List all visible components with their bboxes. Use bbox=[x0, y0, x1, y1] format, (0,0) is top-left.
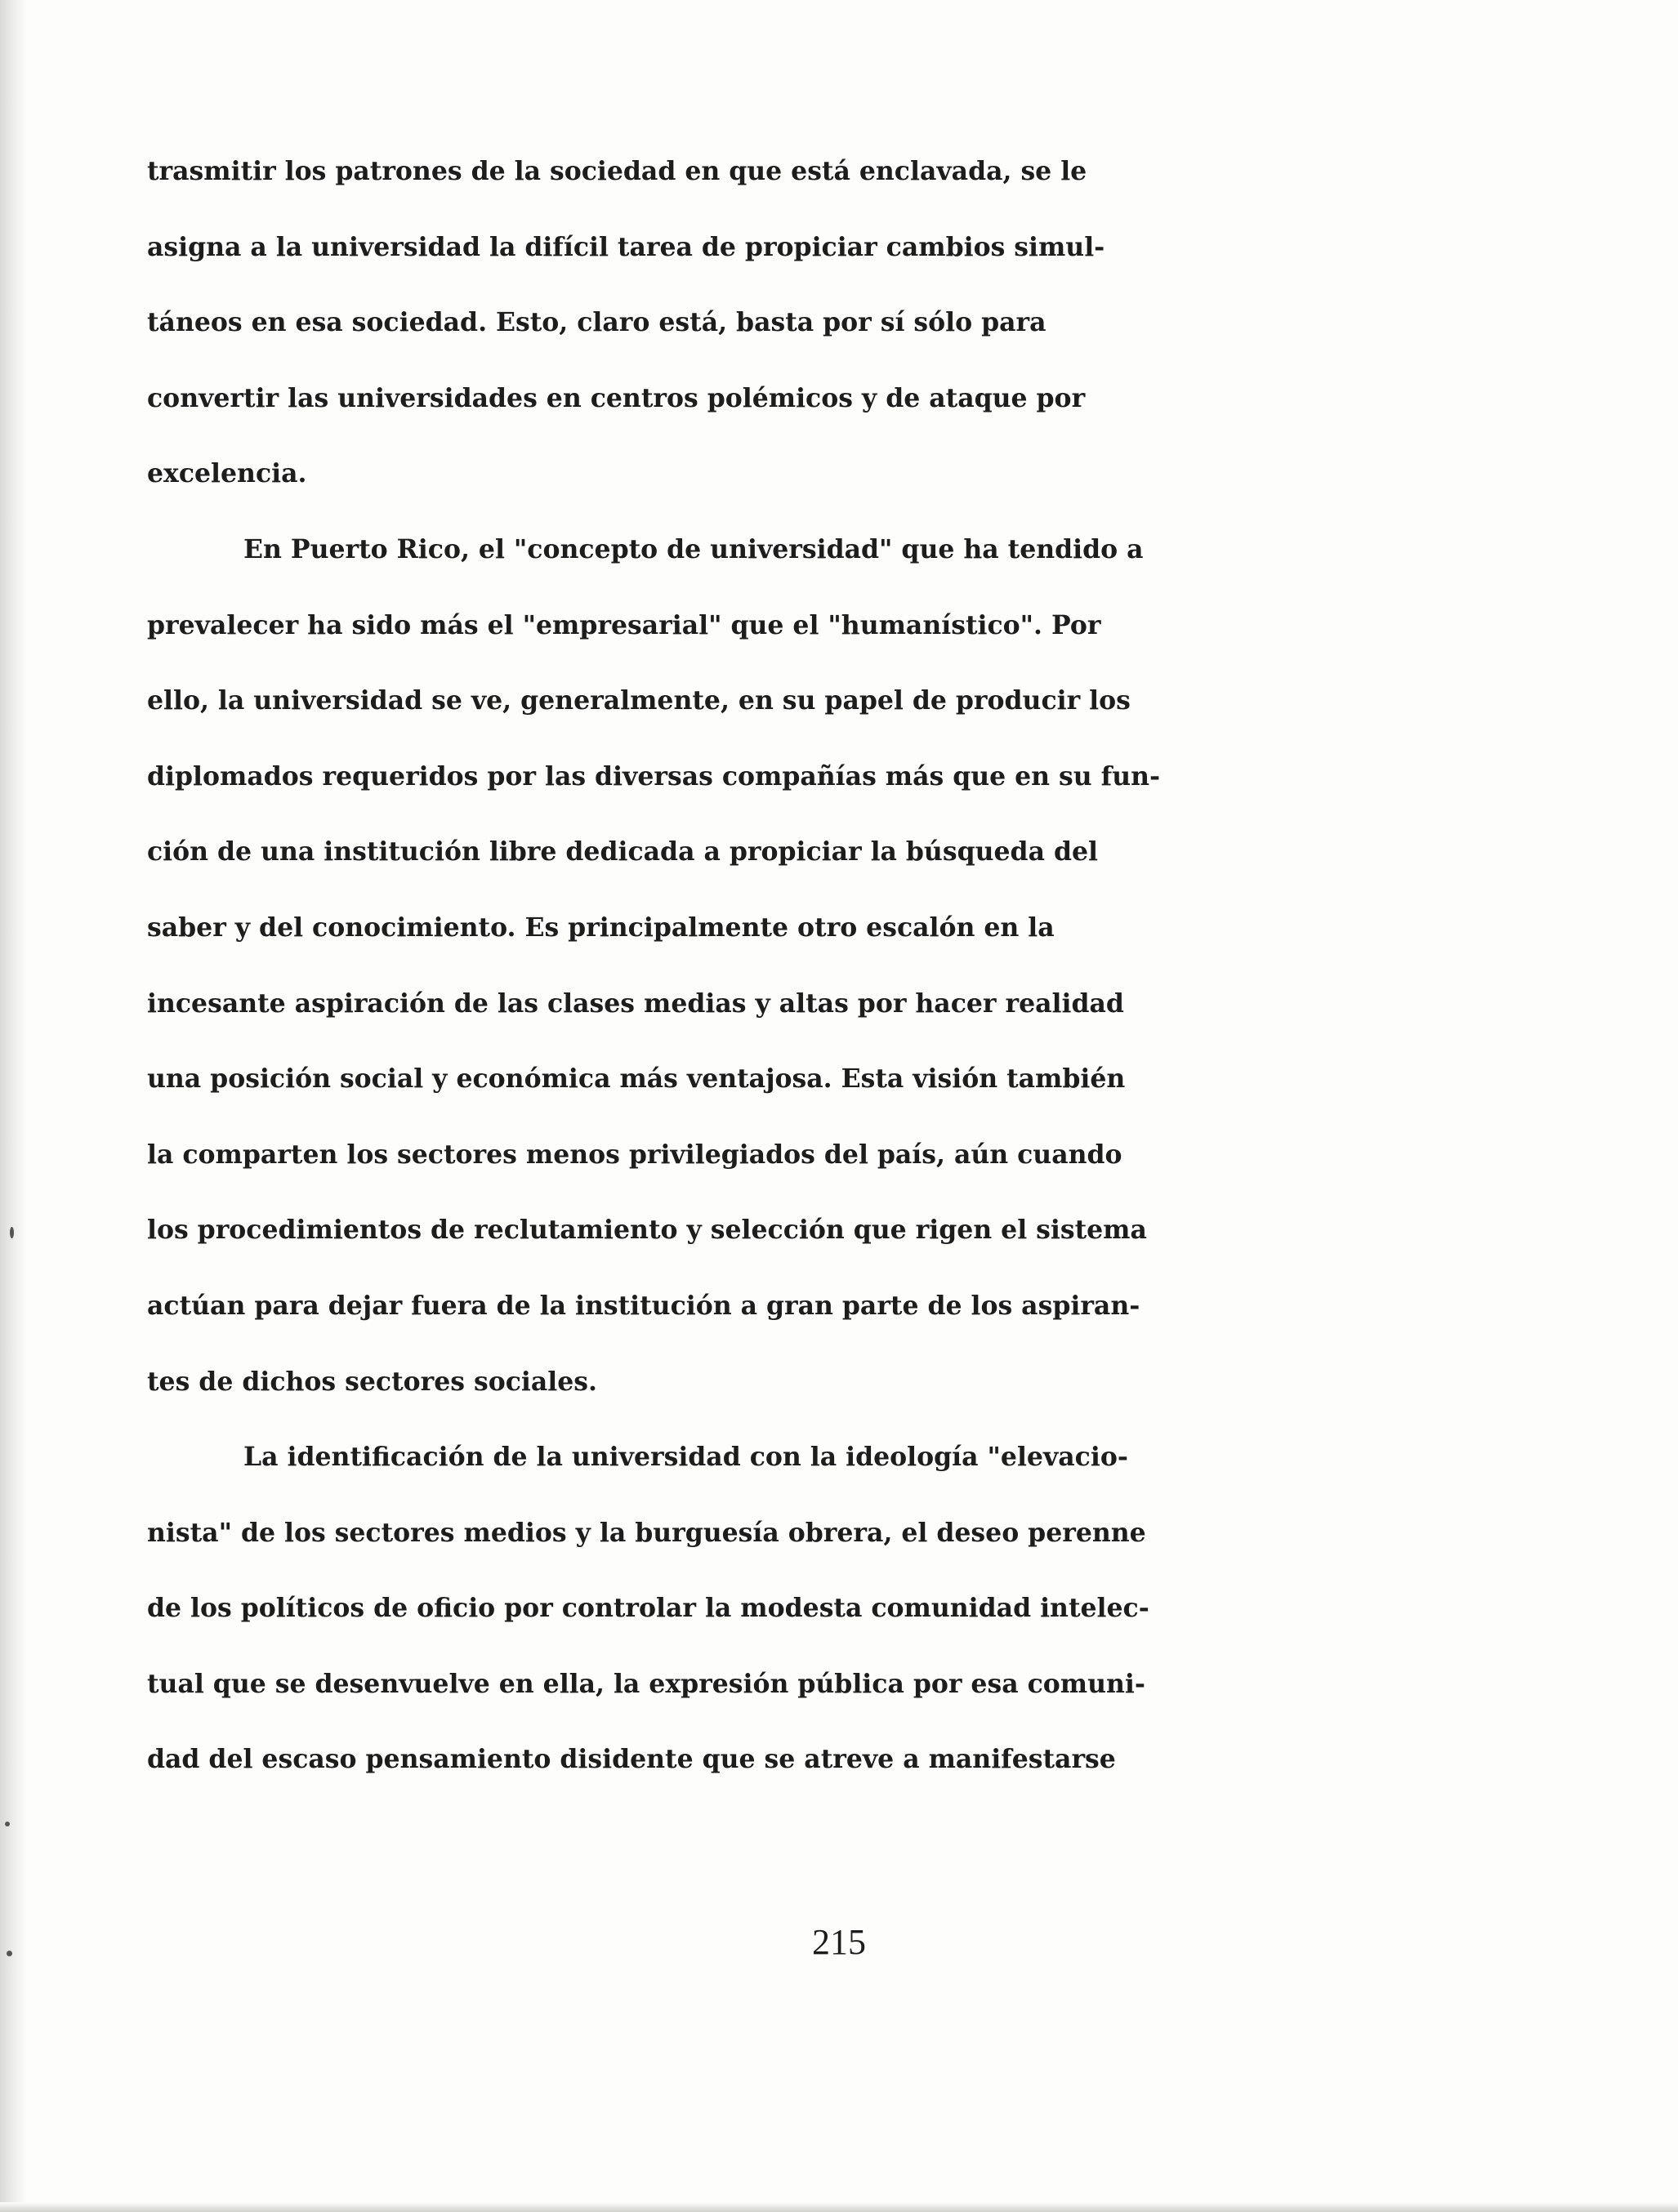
scan-speck bbox=[10, 1227, 14, 1238]
text-line: La identificación de la universidad con la ideología "elevacio- bbox=[243, 1442, 1128, 1473]
text-line: ello, la universidad se ve, generalmente, en su papel de producir los bbox=[147, 685, 1131, 716]
text-line: ción de una institución libre dedicada a propiciar la búsqueda del bbox=[147, 836, 1098, 867]
text-line: tual que se desenvuelve en ella, la expresión pública por esa comuni- bbox=[147, 1668, 1145, 1699]
text-line: trasmitir los patrones de la sociedad en que está enclavada, se le bbox=[147, 156, 1087, 186]
text-line: dad del escaso pensamiento disidente que se atreve a manifestarse bbox=[147, 1744, 1116, 1775]
text-line: los procedimientos de reclutamiento y selección que rigen el sistema bbox=[147, 1215, 1147, 1246]
text-line: excelencia. bbox=[147, 458, 307, 489]
body-text bbox=[147, 154, 1315, 1817]
text-line: diplomados requeridos por las diversas compañías más que en su fun- bbox=[147, 760, 1161, 792]
text-line: saber y del conocimiento. Es principalmente otro escalón en la bbox=[147, 912, 1055, 943]
scan-edge-shadow bbox=[0, 0, 28, 2212]
text-line: actúan para dejar fuera de la institución a gran parte de los aspiran- bbox=[147, 1290, 1140, 1321]
text-line: una posición social y económica más ventajosa. Esta visión también bbox=[147, 1064, 1126, 1095]
scan-speck bbox=[5, 1822, 10, 1826]
page-number: 215 bbox=[812, 1922, 866, 1962]
text-line: nista" de los sectores medios y la burguesía obrera, el deseo perenne bbox=[147, 1517, 1146, 1548]
scan-bottom-shadow bbox=[0, 2202, 1678, 2212]
text-line: asigna a la universidad la difícil tarea de propiciar cambios simul- bbox=[147, 231, 1105, 262]
text-line: de los políticos de oficio por controlar la modesta comunidad intelec- bbox=[147, 1593, 1149, 1624]
text-line: convertir las universidades en centros polémicos y de ataque por bbox=[147, 382, 1086, 413]
text-line: la comparten los sectores menos privilegiados del país, aún cuando bbox=[147, 1139, 1122, 1170]
scan-speck bbox=[7, 1951, 12, 1956]
text-line: incesante aspiración de las clases medias y altas por hacer realidad bbox=[147, 988, 1124, 1019]
text-line: táneos en esa sociedad. Esto, claro está, basta por sí sólo para bbox=[147, 307, 1047, 338]
text-line: En Puerto Rico, el "concepto de universidad" que ha tendido a bbox=[243, 533, 1144, 564]
text-line: tes de dichos sectores sociales. bbox=[147, 1366, 597, 1397]
text-line: prevalecer ha sido más el "empresarial" que el "humanístico". Por bbox=[147, 609, 1101, 640]
